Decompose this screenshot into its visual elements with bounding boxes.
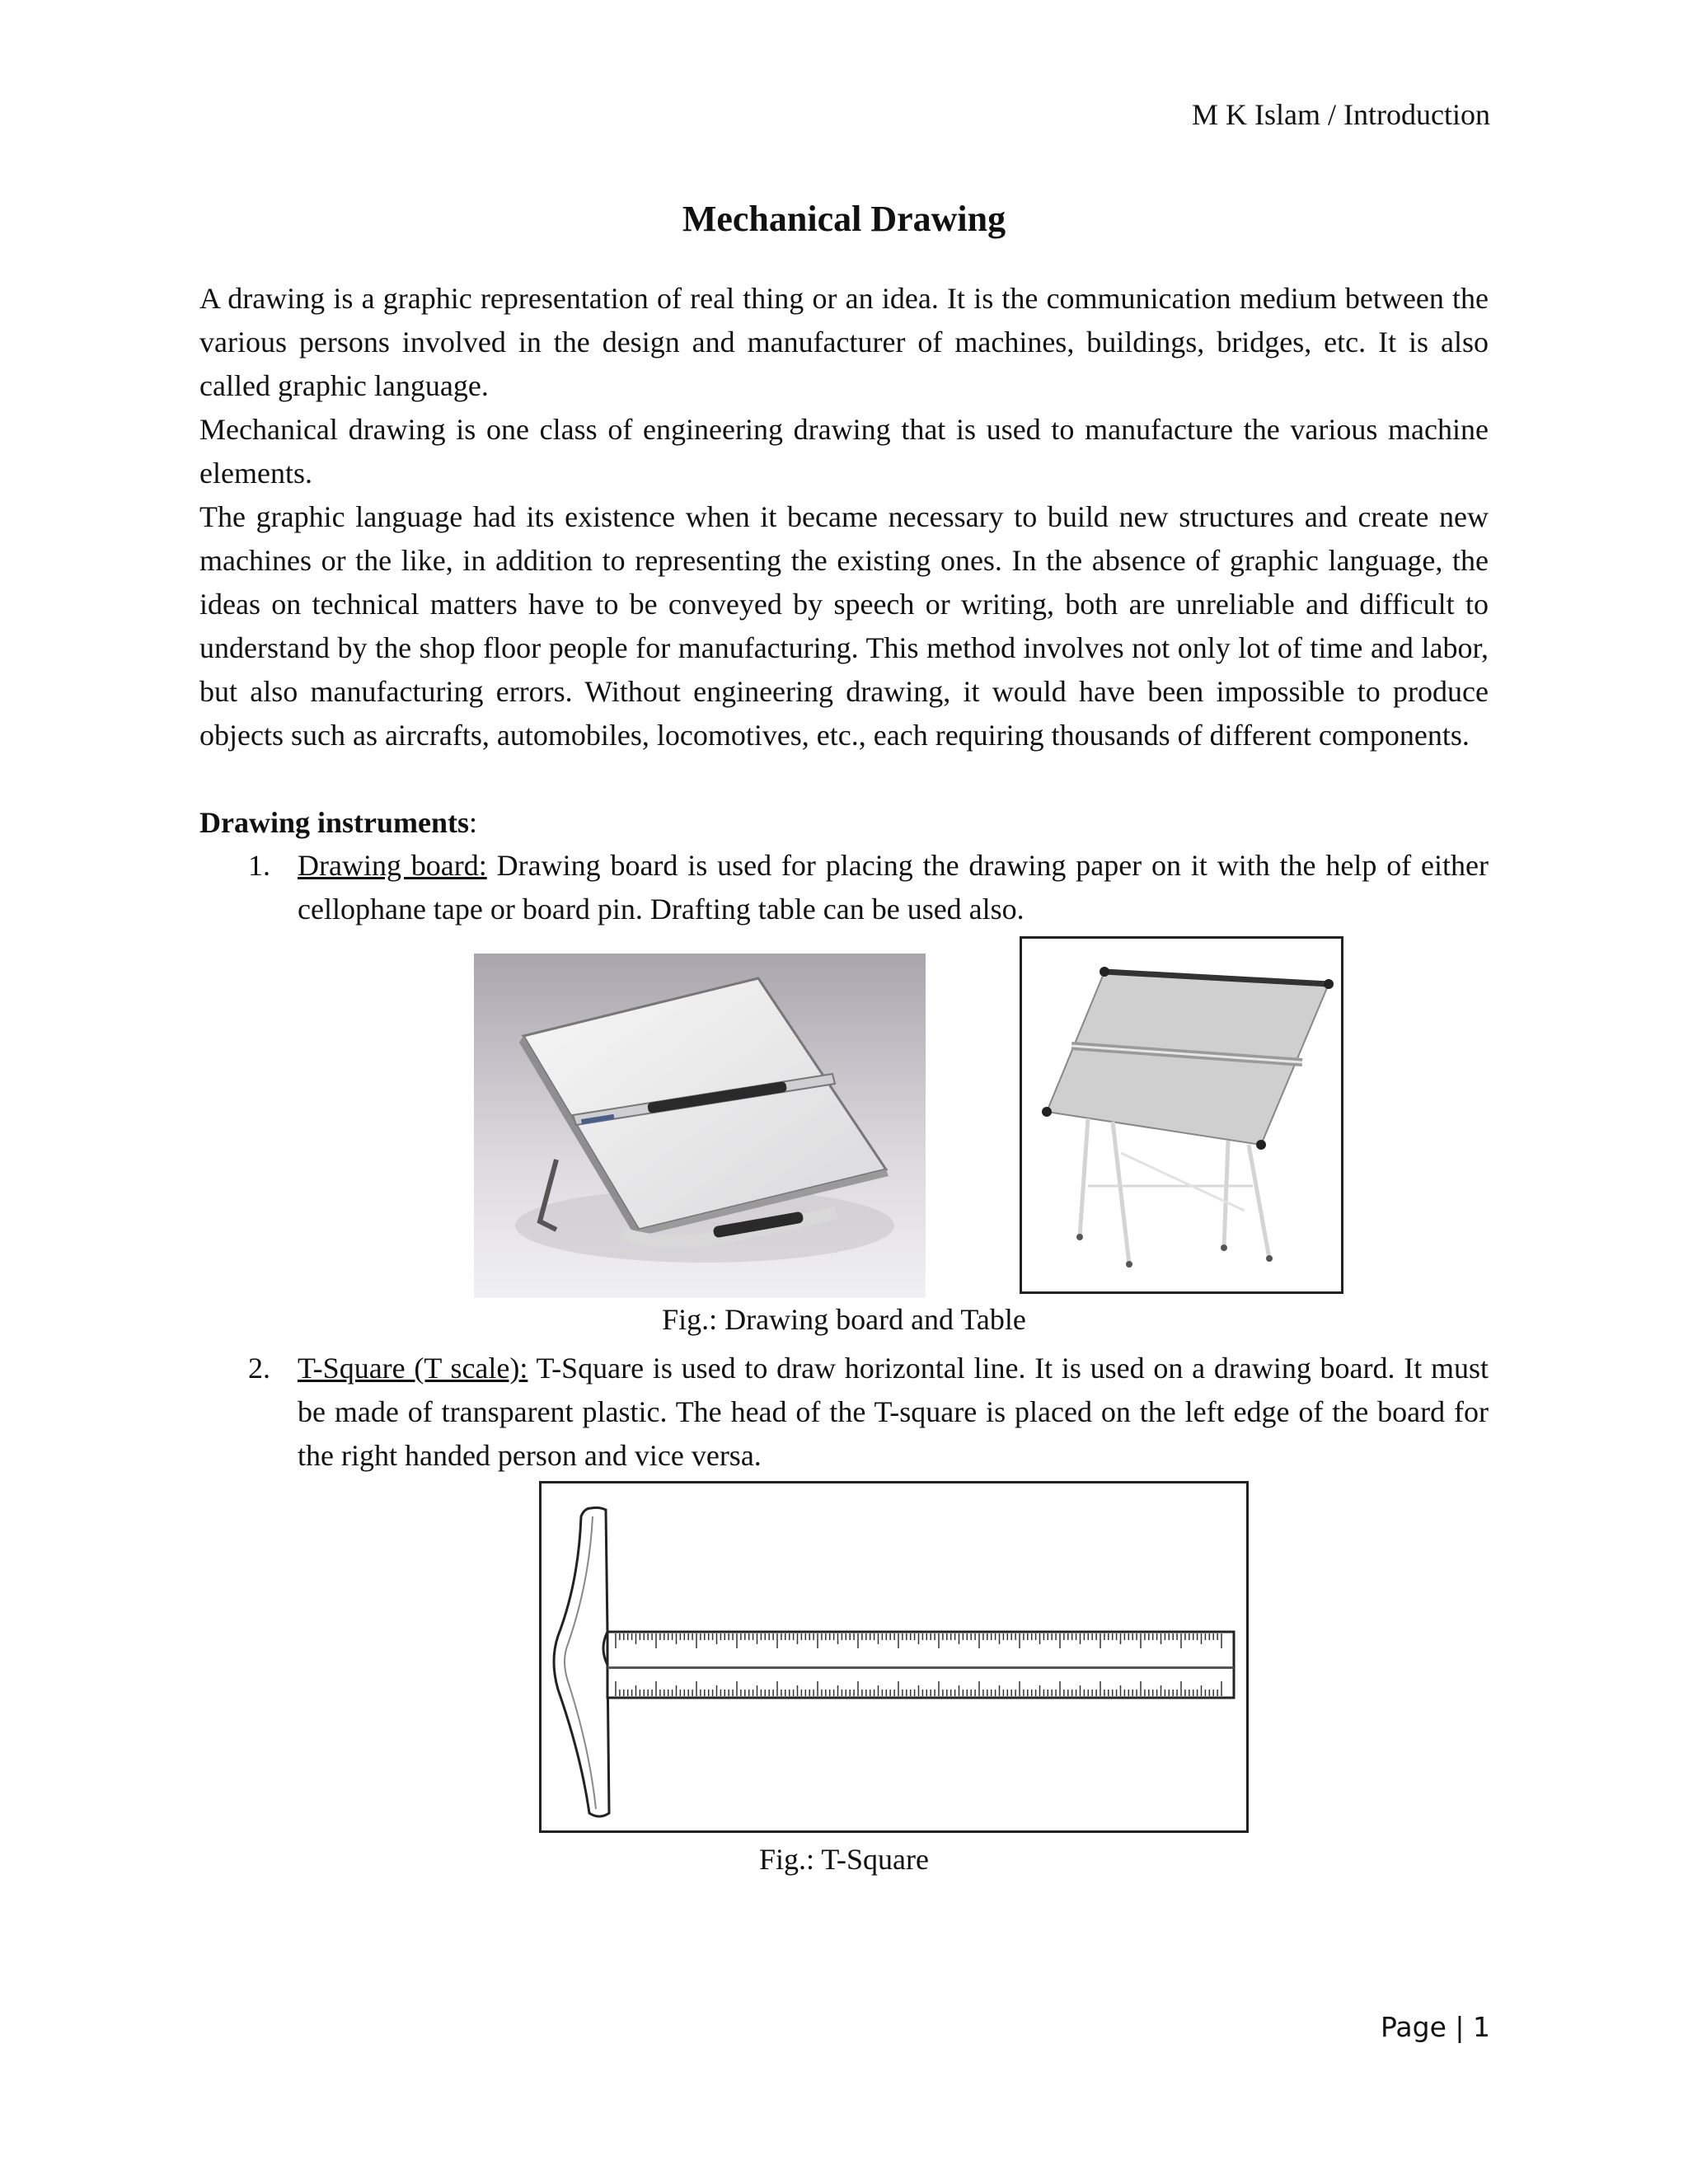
section-heading: [199, 801, 477, 845]
list-item-text: [298, 844, 1489, 931]
drafting-table-photo: [1020, 936, 1343, 1294]
list-item-term: Drawing board:: [298, 849, 487, 882]
list-number: 2.: [248, 1352, 270, 1385]
list-item-text: [298, 1347, 1489, 1478]
list-number: 1.: [248, 849, 270, 882]
t-square-illustration: [539, 1481, 1249, 1833]
section-heading-colon: :: [469, 806, 478, 839]
list-item-term: T-Square (T scale):: [298, 1352, 528, 1385]
paragraph-3: The graphic language had its existence when it became necessary to build new structures and create new machines or the like, in addition to representing the existing ones. In the absence of graphic language, the ideas on technical matters have to be conveyed by speech or writing, both are unreliable and difficult to understand by the shop floor people for manufacturing. This method involves not only lot of time and labor, but also manufacturing errors. Without engineering drawing, it would have been impossible to produce objects such as aircrafts, automobiles, locomotives, etc., each requiring thousands of different components.: [199, 500, 1489, 752]
paragraph-2: Mechanical drawing is one class of engineering drawing that is used to manufacture the various machine elements.: [199, 413, 1489, 490]
drawing-board-photo: [474, 954, 926, 1298]
figure-caption-t-square: Fig.: T-Square: [758, 1843, 929, 1876]
paragraph-1: A drawing is a graphic representation of real thing or an idea. It is the communication medium between the various persons involved in the design and manufacturer of machines, buildings, bridges, etc. It is also called graphic language.: [199, 282, 1489, 402]
page-number: Page | 1: [1381, 2011, 1490, 2043]
figure-caption-drawing-board: Fig.: Drawing board and Table: [662, 1303, 1026, 1336]
running-header: M K Islam / Introduction: [1192, 98, 1490, 131]
section-heading-text: Drawing instruments: [199, 806, 470, 839]
list-item-description: Drawing board is used for placing the drawing paper on it with the help of either cellophane tape or board pin. Drafting table can be used also.: [298, 849, 1489, 926]
page-title: Mechanical Drawing: [682, 199, 1006, 239]
list-item-description: T-Square is used to draw horizontal line. It is used on a drawing board. It must be made of transparent plastic. The head of the T-square is placed on the left edge of the board for the right handed person and vice versa.: [298, 1352, 1489, 1472]
